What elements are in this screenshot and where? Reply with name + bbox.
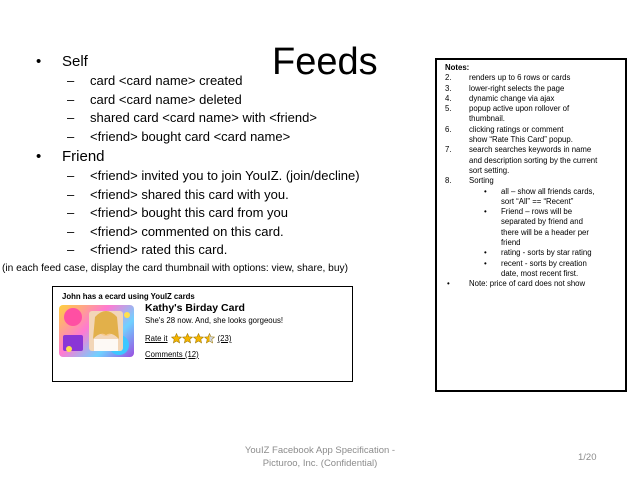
friend-item-text: <friend> shared this card with you. <box>90 186 289 202</box>
star-icon[interactable] <box>193 333 204 344</box>
dash-mark: – <box>67 223 75 239</box>
note-number: 2. <box>445 73 452 83</box>
note-number: 5. <box>445 104 452 114</box>
notes-panel <box>435 58 627 392</box>
rating-count[interactable]: (23) <box>217 334 232 343</box>
note-text: sort setting. <box>469 165 510 175</box>
self-item-text: card <card name> deleted <box>90 91 242 107</box>
dash-mark: – <box>67 110 75 125</box>
bullet-friend-label: Friend <box>62 148 105 165</box>
note-item <box>445 135 617 145</box>
sort-item <box>445 217 617 227</box>
star-rating[interactable] <box>171 333 215 344</box>
note-item <box>445 94 617 104</box>
rate-it-link[interactable]: Rate it <box>145 334 168 343</box>
self-item <box>36 91 436 110</box>
note-text: popup active upon rollover of <box>469 104 570 114</box>
bullet-friend <box>36 147 436 167</box>
note-item <box>445 145 617 155</box>
slide-title: Feeds <box>272 41 378 83</box>
card-thumbnail-image <box>59 305 134 357</box>
friend-item-text: <friend> commented on this card. <box>90 223 284 239</box>
sort-item <box>445 238 617 248</box>
notes-extra-text: Note: price of card does not show <box>469 279 586 289</box>
note-text: and description sorting by the current <box>469 155 598 165</box>
sort-item <box>445 248 617 258</box>
footer-line-2: Picturoo, Inc. (Confidential) <box>262 458 378 469</box>
note-number: 8. <box>445 176 452 186</box>
note-item <box>445 84 617 94</box>
feed-bullet-list <box>2 52 436 274</box>
note-item <box>445 104 617 114</box>
note-item <box>445 125 617 135</box>
sort-item-text: all – show all friends cards, <box>501 186 595 196</box>
note-text: clicking ratings or comment <box>469 124 564 134</box>
bullet-dot: • <box>36 53 42 70</box>
sort-item <box>445 228 617 238</box>
card-thumbnail[interactable] <box>59 305 134 357</box>
note-number: 7. <box>445 145 452 155</box>
bullet-dot: • <box>447 279 450 289</box>
dash-mark: – <box>67 242 75 257</box>
star-icon[interactable] <box>171 333 182 344</box>
self-item <box>36 72 436 91</box>
sort-list <box>445 187 617 280</box>
parenthetical-note: (in each feed case, display the card thumbnail with options: view, share, buy) <box>2 262 348 274</box>
note-item <box>445 73 617 83</box>
friend-item-text: <friend> invited you to join YouIZ. (join/decline) <box>90 168 360 183</box>
self-item-text: <friend> bought card <card name> <box>90 128 291 144</box>
sort-item-text: there will be a header per <box>501 227 589 237</box>
note-number: 4. <box>445 93 452 103</box>
friend-item <box>36 223 436 242</box>
sort-item-text: Friend – rows will be <box>501 207 573 217</box>
note-item <box>445 114 617 124</box>
card-name[interactable]: Kathy's Birday Card <box>145 302 245 314</box>
dash-mark: – <box>67 186 75 202</box>
note-item <box>445 176 617 186</box>
sort-item <box>445 187 617 197</box>
notes-extra <box>445 279 617 289</box>
sort-item-text: rating - sorts by star rating <box>501 248 592 258</box>
dash-mark: – <box>67 73 75 88</box>
footer <box>234 444 406 470</box>
note-number: 6. <box>445 124 452 134</box>
dash-mark: – <box>67 205 75 220</box>
sort-item-text: date, most recent first. <box>501 268 579 278</box>
footer-line-1: YouIZ Facebook App Specification - <box>244 445 396 456</box>
dash-mark: – <box>67 128 75 144</box>
star-icon[interactable] <box>204 333 215 344</box>
page-number: 1/20 <box>578 452 597 463</box>
note-text: Sorting <box>469 176 494 186</box>
note-number: 3. <box>445 83 452 93</box>
bullet-self <box>36 52 436 72</box>
note-text: show “Rate This Card” popup. <box>469 135 573 145</box>
friend-item <box>36 186 436 205</box>
sort-bullet: • <box>484 248 487 258</box>
sort-item <box>445 259 617 269</box>
feed-example-card <box>52 286 353 382</box>
sort-item-text: friend <box>501 238 521 248</box>
bullet-dot: • <box>36 148 42 165</box>
note-item <box>445 166 617 176</box>
dash-mark: – <box>67 91 75 107</box>
note-text: dynamic change via ajax <box>469 93 555 103</box>
sort-item <box>445 207 617 217</box>
friend-item <box>36 241 436 260</box>
friend-item <box>36 204 436 223</box>
note-text: renders up to 6 rows or cards <box>469 73 571 83</box>
self-item <box>36 128 436 147</box>
comments-link[interactable]: Comments (12) <box>145 350 199 359</box>
sort-item <box>445 197 617 207</box>
sort-bullet: • <box>484 207 487 217</box>
friend-item-text: <friend> bought this card from you <box>90 205 289 220</box>
friend-item <box>36 167 436 186</box>
feed-header: John has a ecard using YouIZ cards <box>62 292 195 301</box>
sort-bullet: • <box>484 186 487 196</box>
self-item-text: card <card name> created <box>90 73 243 88</box>
friend-item-text: <friend> rated this card. <box>90 242 228 257</box>
sort-item <box>445 269 617 279</box>
sort-bullet: • <box>484 258 487 268</box>
rate-row <box>145 333 231 344</box>
sort-item-text: recent - sorts by creation <box>501 258 587 268</box>
dash-mark: – <box>67 168 75 183</box>
notes-list <box>445 73 617 186</box>
note-text: search searches keywords in name <box>469 145 592 155</box>
card-description: She's 28 now. And, she looks gorgeous! <box>145 316 284 325</box>
note-item <box>445 156 617 166</box>
bullet-self-label: Self <box>62 53 88 70</box>
note-text: lower-right selects the page <box>469 83 565 93</box>
self-item-text: shared card <card name> with <friend> <box>90 110 317 125</box>
self-item <box>36 109 436 128</box>
notes-heading: Notes: <box>445 63 470 72</box>
star-icon[interactable] <box>182 333 193 344</box>
note-text: thumbnail. <box>469 114 505 124</box>
sort-item-text: sort “All” == “Recent” <box>501 196 574 206</box>
sort-item-text: separated by friend and <box>501 217 583 227</box>
